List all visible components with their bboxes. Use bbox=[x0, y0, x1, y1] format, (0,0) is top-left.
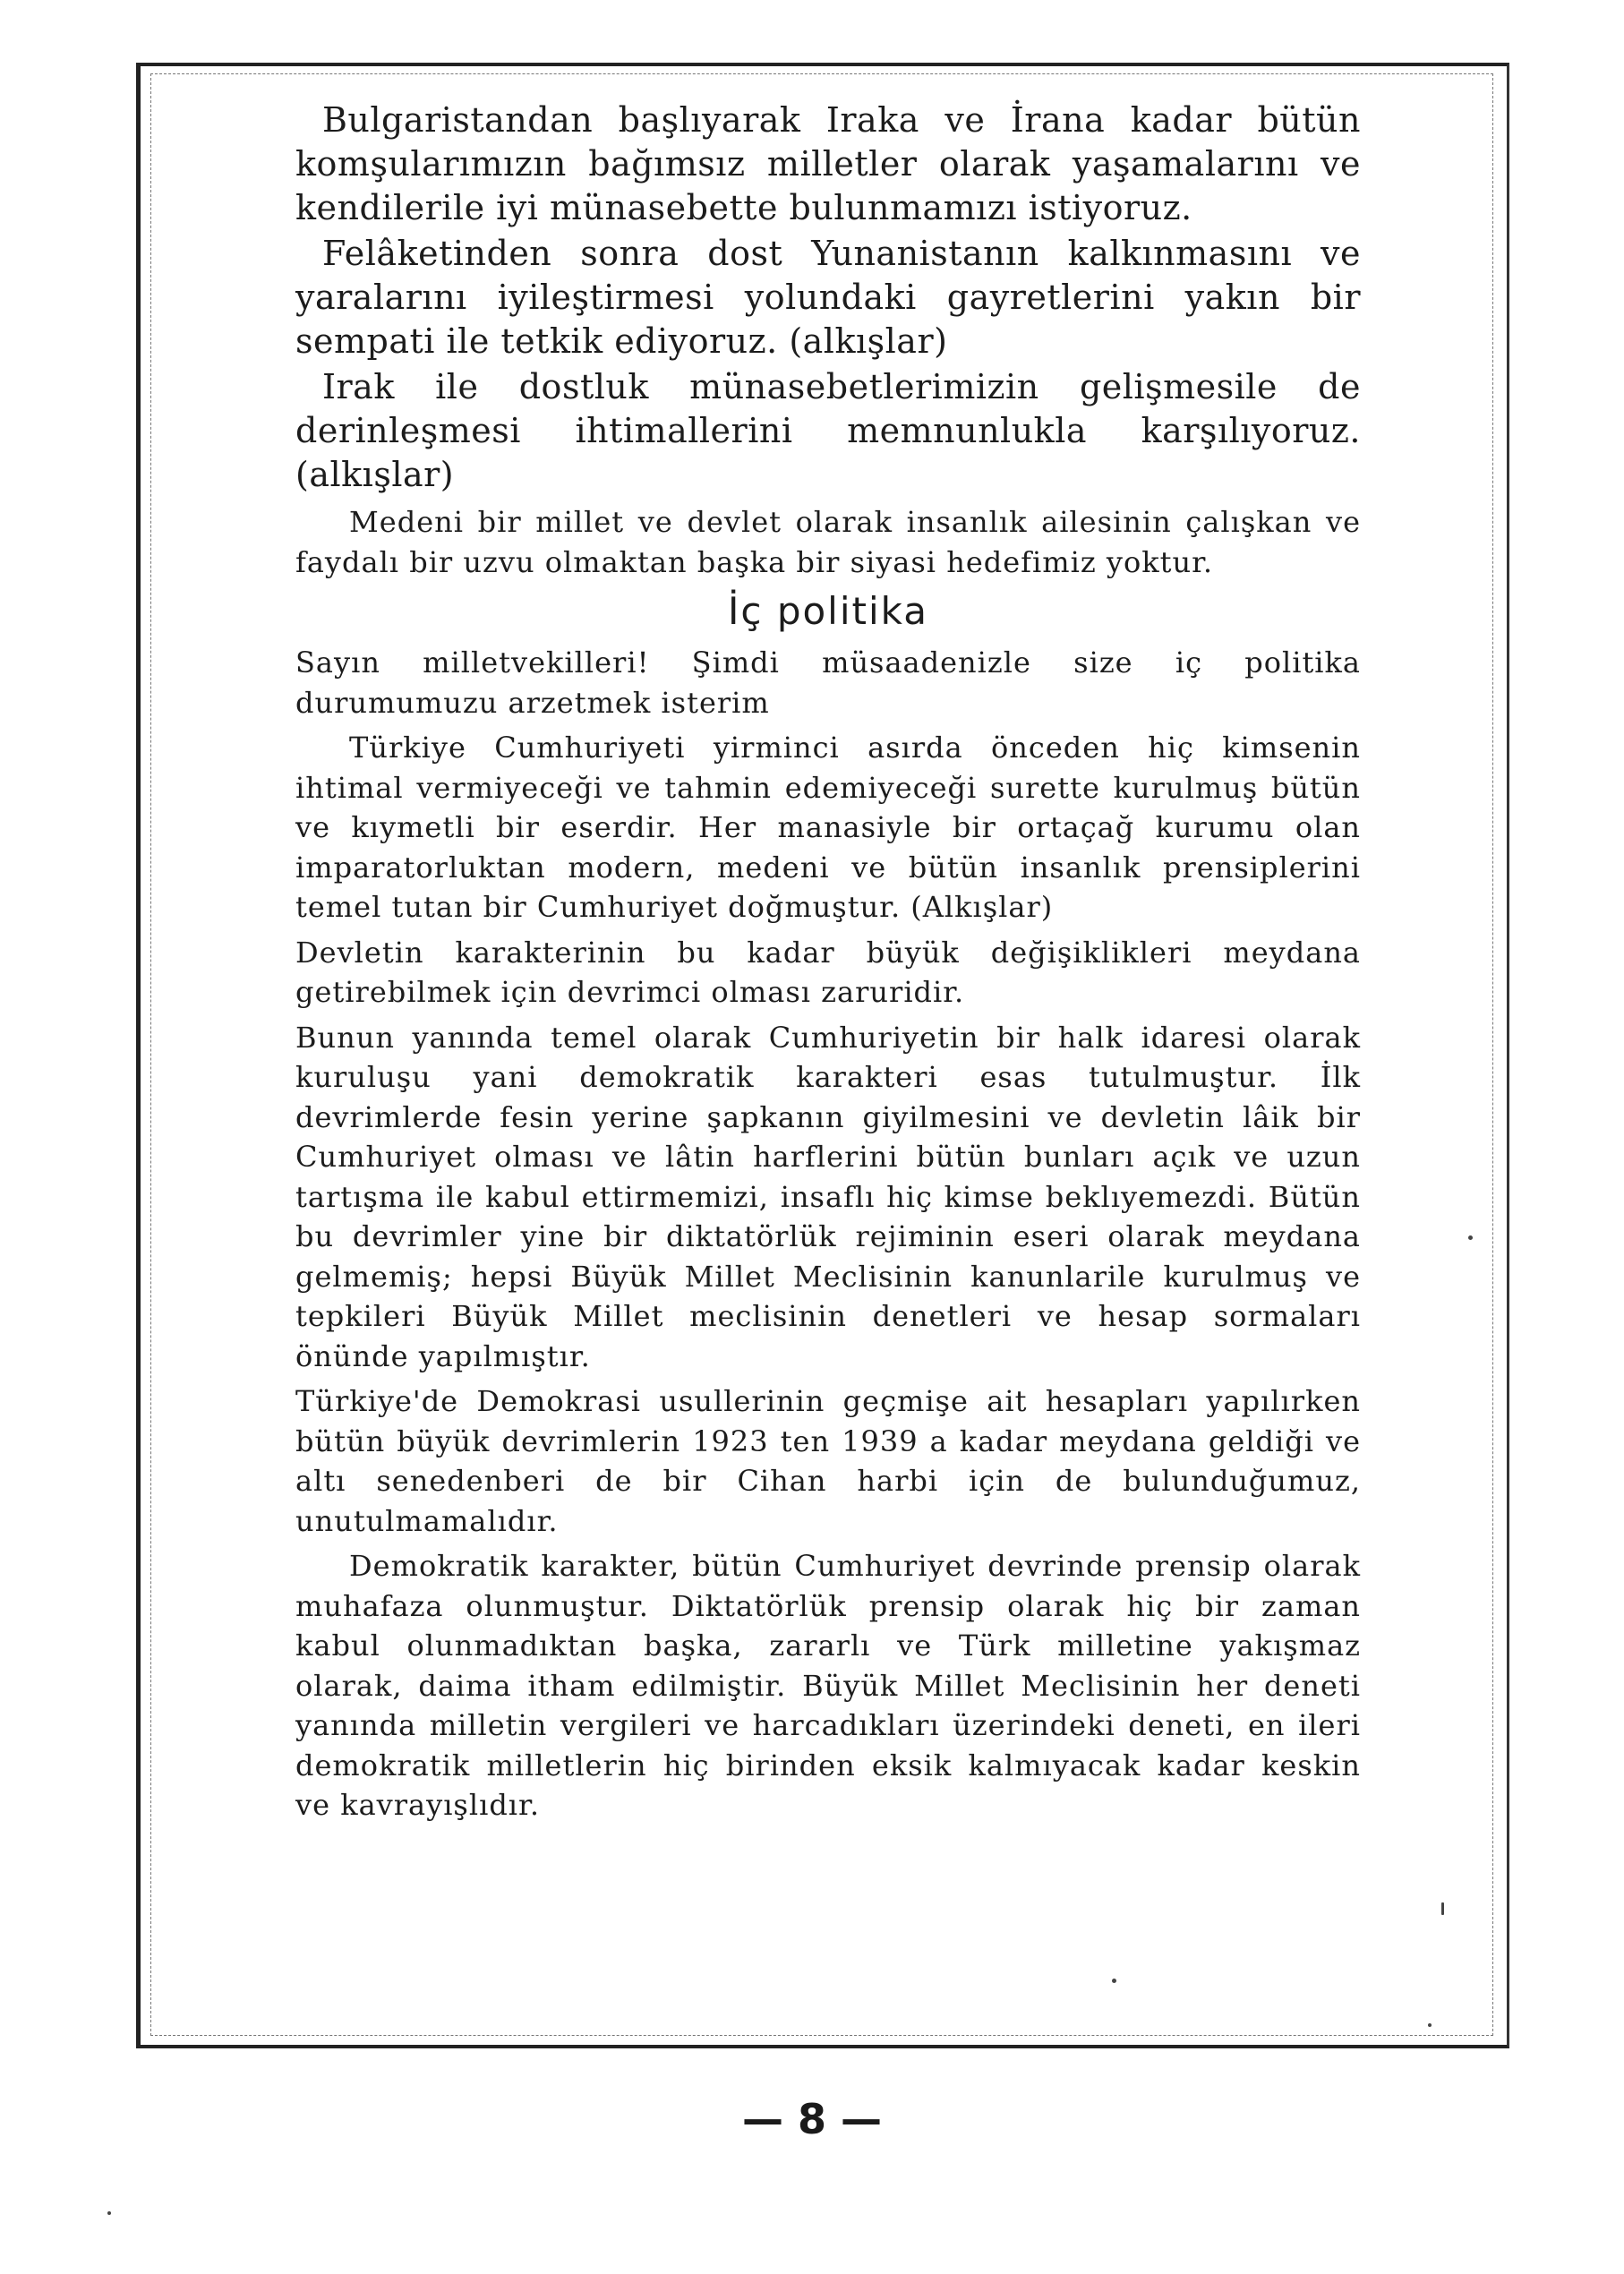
paragraph-neighbors: Bulgaristandan başlıyarak Iraka ve İrana kadar bütün komşularımızın bağımsız milletler olarak yaşamalarını ve kendilerile iyi münasebette bulunmamızı istiyoruz. bbox=[295, 100, 1361, 227]
scan-speck bbox=[1441, 1902, 1444, 1915]
paragraph-address: Sayın milletvekilleri! Şimdi müsaadenizle size iç politika durumumuzu arzetmek isterim bbox=[295, 645, 1361, 720]
page-number: — 8 — bbox=[741, 2095, 883, 2143]
section-heading-domestic-policy: İç politika bbox=[728, 589, 928, 633]
paragraph-democratic-foundation: Bunun yanında temel olarak Cumhuriyetin bir halk idaresi olarak kuruluşu yani demokratik karakteri esas tutulmuştur. İlk devrimlerde fesin yerine şapkanın giyilmesini ve devletin lâik bir Cumhuriyet olması ve lâtin harflerini bütün bunları açık ve uzun tartışma ile kabul ettirmemizi, insaflı hiç kimse beklıyemezdi. Bütün bu devrimler yine bir diktatörlük rejiminin eseri olarak meydana gelmemiş; hepsi Büyük Millet Meclisinin kanunlarile kurulmuş ve tepkileri Büyük Millet meclisinin denetleri ve hesap sormaları önünde yapılmıştır. bbox=[295, 1020, 1361, 1373]
scan-speck bbox=[1468, 1235, 1473, 1240]
paragraph-democratic-character: Demokratik karakter, bütün Cumhuriyet devrinde prensip olarak muhafaza olunmuştur. Diktatörlük prensip olarak hiç bir zaman kabul olunmadıktan başka, zararlı ve Türk milletine yakışmaz olarak, daima itham edilmiştir. Büyük Millet Meclisinin her deneti yanında milletin vergileri ve harcadıkları üzerindeki deneti, en ileri demokratik milletlerin hiç birinden eksik kalmıyacak kadar keskin ve kavrayışlıdır. bbox=[295, 1549, 1361, 1822]
paragraph-greece: Felâketinden sonra dost Yunanistanın kalkınmasını ve yaralarını iyileştirmesi yolundaki gayretlerini yakın bir sempati ile tetkik ediyoruz. (alkışlar) bbox=[295, 234, 1361, 361]
paragraph-civilized-nation: Medeni bir millet ve devlet olarak insanlık ailesinin çalışkan ve faydalı bir uzvu olmaktan başka bir siyasi hedefimiz yoktur. bbox=[295, 505, 1361, 579]
scan-speck bbox=[1428, 2023, 1432, 2027]
document-body bbox=[295, 98, 1361, 1825]
scan-speck bbox=[1112, 1979, 1116, 1983]
paragraph-republic-founding: Türkiye Cumhuriyeti yirminci asırda önceden hiç kimsenin ihtimal vermiyeceği ve tahmin edemiyeceği surette kurulmuş bütün ve kıymetli bir eserdir. Her manasiyle bir ortaçağ kurumu olan imparatorluktan modern, medeni ve bütün insanlık prensiplerini temel tutan bir Cumhuriyet doğmuştur. (Alkışlar) bbox=[295, 731, 1361, 924]
paragraph-iraq: Irak ile dostluk münasebetlerimizin gelişmesile de derinleşmesi ihtimallerini memnunlukla karşılıyoruz. (alkışlar) bbox=[295, 367, 1361, 494]
paragraph-revolutionary-character: Devletin karakterinin bu kadar büyük değişiklikleri meydana getirebilmek için devrimci olması zaruridir. bbox=[295, 935, 1361, 1009]
paragraph-democracy-history: Türkiye'de Demokrasi usullerinin geçmişe ait hesapları yapılırken bütün büyük devrimlerin 1923 ten 1939 a kadar meydana geldiği ve altı senedenberi de bir Cihan harbi için de bulunduğumuz, unutulmamalıdır. bbox=[295, 1384, 1361, 1538]
scan-speck bbox=[107, 2211, 111, 2215]
